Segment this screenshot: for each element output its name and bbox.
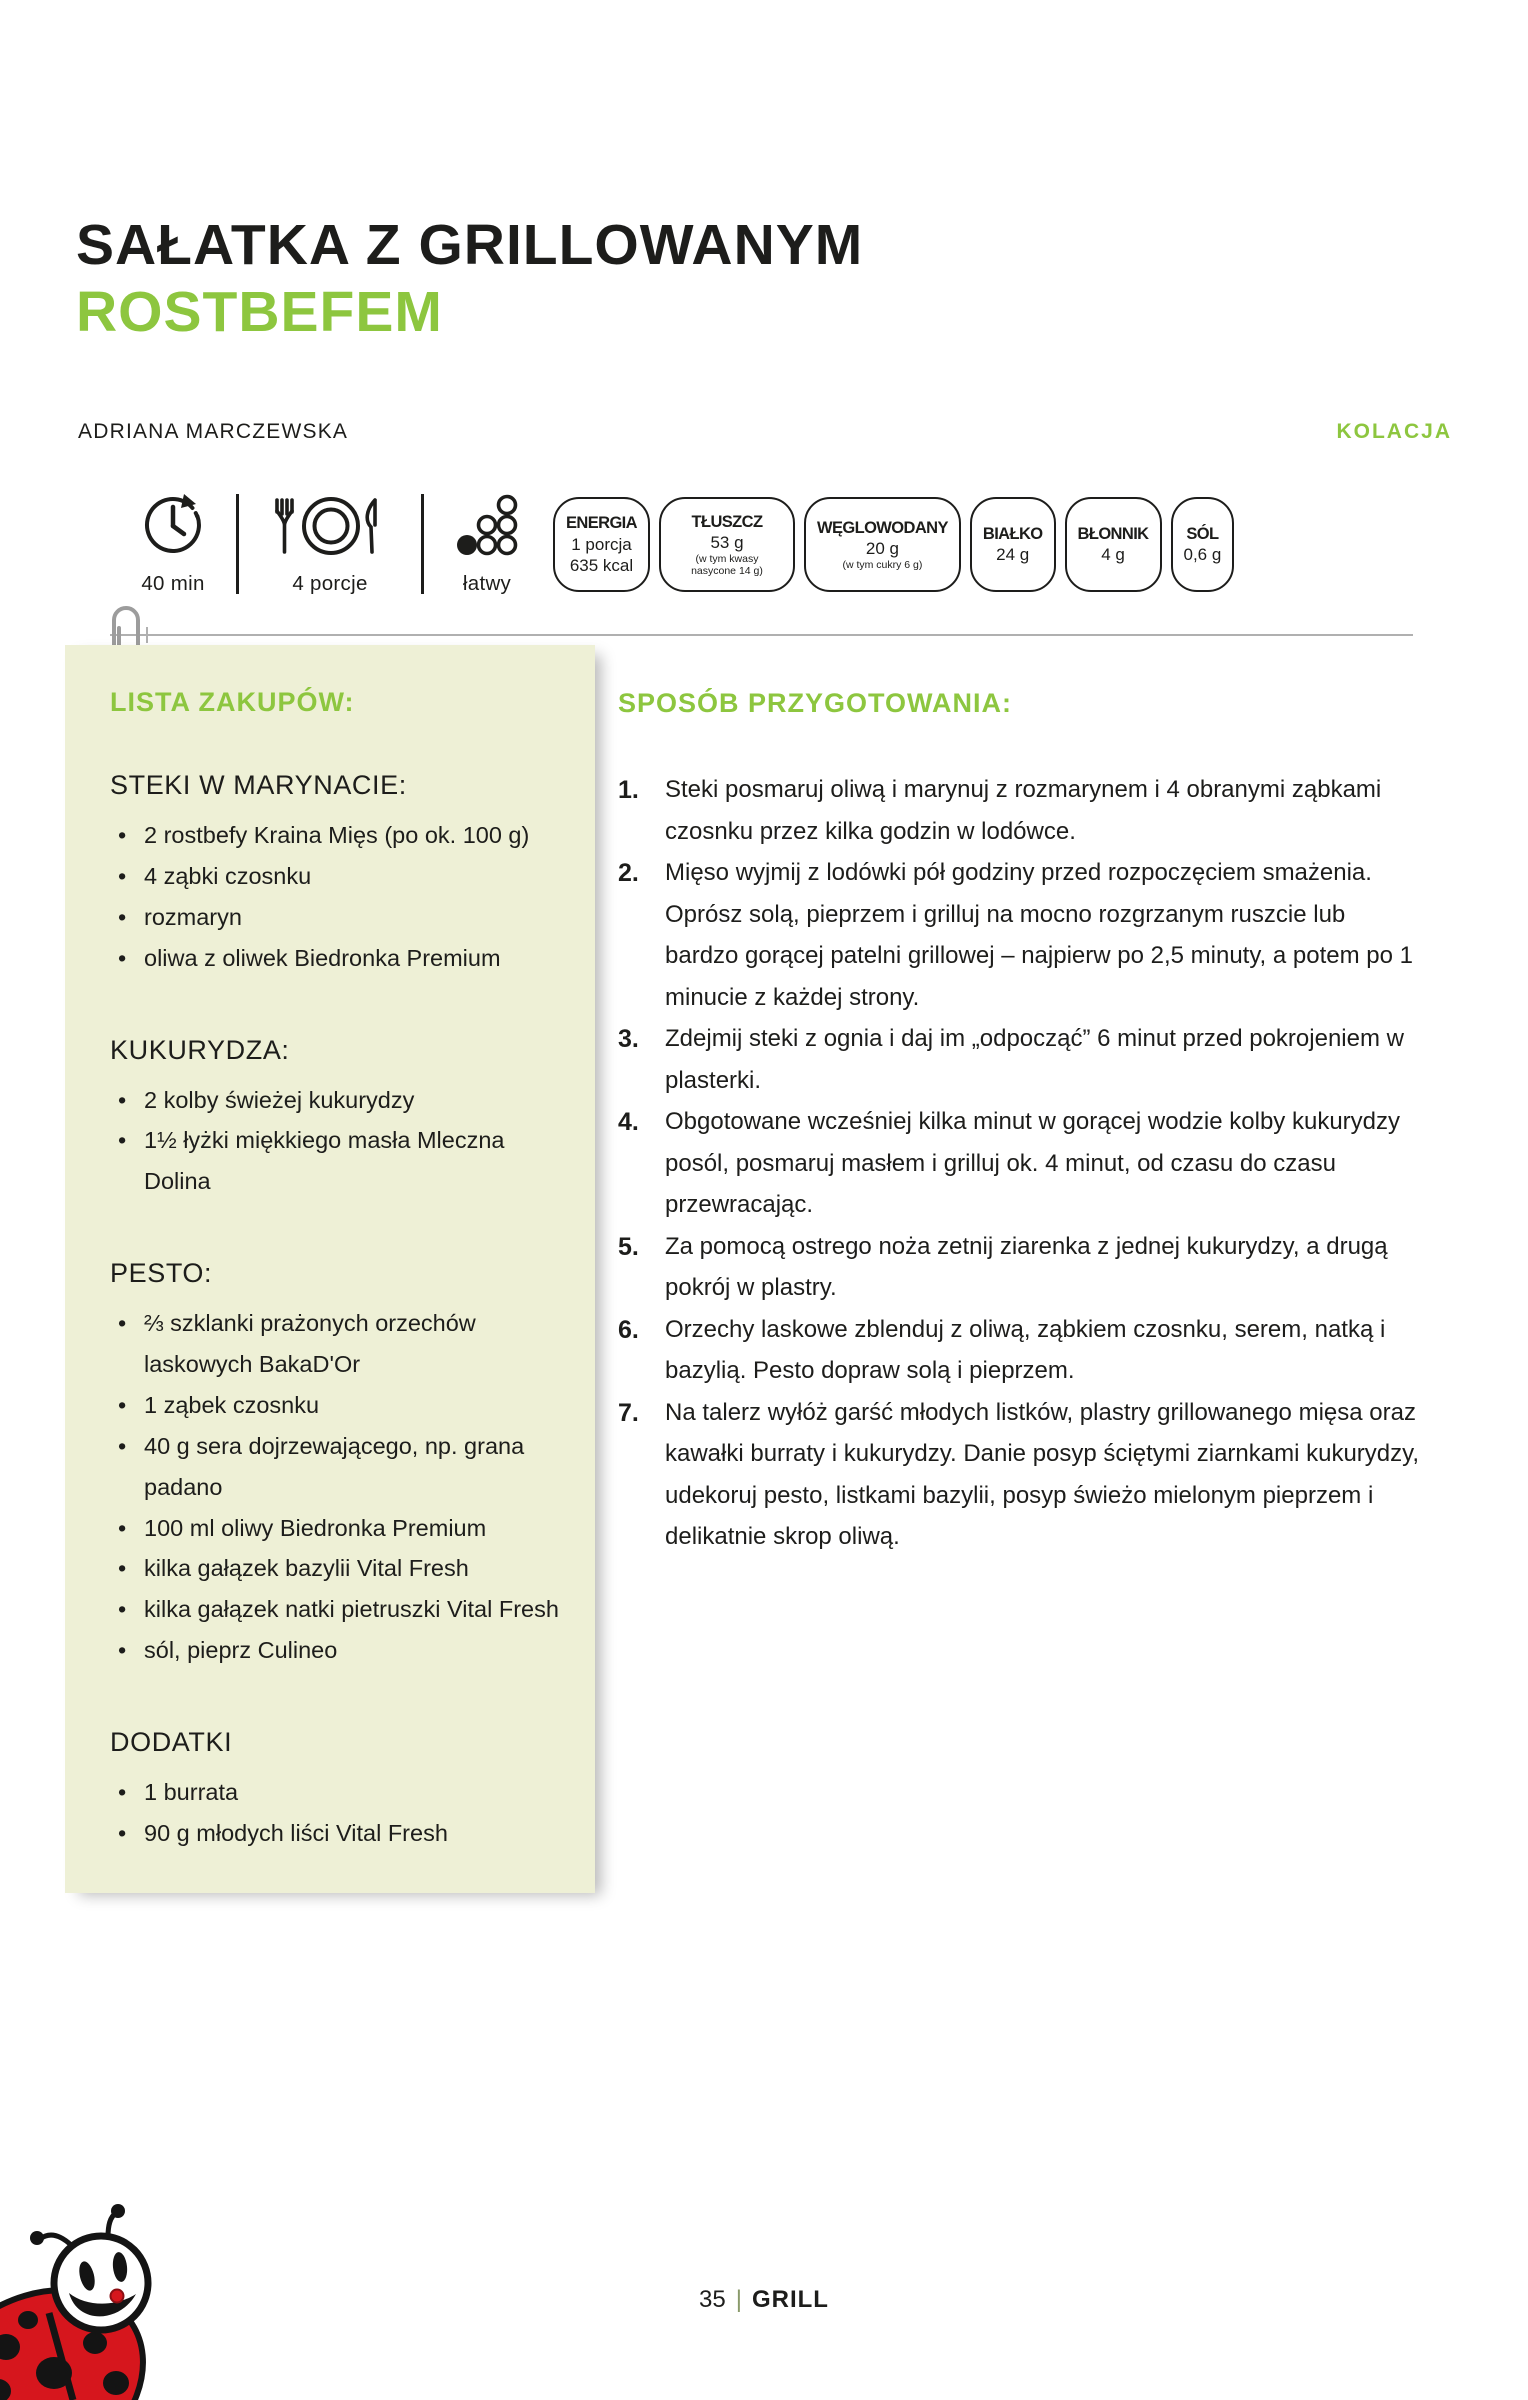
- nutrition-value: 4 g: [1101, 545, 1125, 565]
- shopping-item: • kilka gałązek natki pietruszki Vital Fresh: [110, 1589, 571, 1630]
- nutrition-badges: [553, 497, 1234, 592]
- page-footer: [0, 2286, 1528, 2314]
- nutrition-values: [1184, 544, 1222, 565]
- preparation-step: Za pomocą ostrego noża zetnij ziarenka z jednej kukurydzy, a drugą pokrój w plastry.: [665, 1232, 1388, 1302]
- shopping-group: [110, 1035, 571, 1203]
- shopping-item: • 2 rostbefy Kraina Mięs (po ok. 100 g): [110, 815, 571, 856]
- nutrition-note: (w tym kwasy nasycone 14 g): [691, 553, 763, 578]
- divider-line: [110, 634, 1413, 636]
- nutrition-badge: [970, 497, 1056, 592]
- title-line-2: ROSTBEFEM: [76, 280, 443, 345]
- nutrition-name: BIAŁKO: [982, 524, 1043, 543]
- nutrition-name: WĘGLOWODANY: [816, 518, 948, 537]
- preparation-step: Mięso wyjmij z lodówki pół godziny przed rozpoczęciem smażenia. Oprósz solą, pieprzem i grilluj na mocno rozgrzanym ruszcie lub bardzo gorącej patelni grillowej – najpierw po 2,5 minuty, a potem po 1 minucie z każdej strony.: [665, 859, 1413, 1011]
- shopping-items: [110, 1303, 571, 1671]
- page-title: [76, 212, 863, 347]
- shopping-list-heading: LISTA ZAKUPÓW:: [110, 687, 355, 717]
- portions-meta: [269, 492, 391, 596]
- meta-row: [140, 492, 520, 596]
- portions-label: 4 porcje: [292, 572, 368, 595]
- plate-cutlery-icon: [269, 492, 391, 560]
- nutrition-badge: [1065, 497, 1162, 592]
- difficulty-label: łatwy: [462, 572, 512, 595]
- shopping-group: [110, 1727, 571, 1854]
- time-label: 40 min: [141, 572, 205, 595]
- nutrition-values: [842, 538, 922, 571]
- nutrition-badge: [1171, 497, 1235, 592]
- preparation-step: Orzechy laskowe zblenduj z oliwą, ząbkiem czosnku, serem, natką i bazylią. Pesto dopraw solą i pieprzem.: [665, 1315, 1386, 1385]
- shopping-item: • rozmaryn: [110, 897, 571, 938]
- preparation-heading: SPOSÓB PRZYGOTOWANIA:: [618, 688, 1013, 718]
- clock-icon: [140, 492, 206, 560]
- shopping-item: • 40 g sera dojrzewającego, np. grana padano: [110, 1426, 571, 1508]
- preparation-steps: [618, 769, 1424, 1558]
- shopping-groups: [110, 770, 571, 1854]
- shopping-list-card: [65, 645, 595, 1893]
- nutrition-values: [672, 532, 782, 577]
- shopping-item: • 1 ząbek czosnku: [110, 1385, 571, 1426]
- nutrition-values: [1101, 544, 1125, 565]
- nutrition-badge: [553, 497, 650, 592]
- footer-section: GRILL: [751, 2286, 829, 2313]
- nutrition-value: 1 porcja: [571, 534, 632, 554]
- shopping-group-title: DODATKI: [110, 1727, 233, 1757]
- preparation-step: Obgotowane wcześniej kilka minut w gorącej wodzie kolby kukurydzy posól, posmaruj masłem i grilluj ok. 4 minut, od czasu do czasu przewracając.: [665, 1108, 1400, 1219]
- shopping-item: • ⅔ szklanki prażonych orzechów laskowych BakaD'Or: [110, 1303, 571, 1385]
- difficulty-meta: [454, 492, 520, 596]
- page-number: 35: [699, 2286, 726, 2313]
- ladybug-logo: [0, 2193, 220, 2400]
- shopping-item: • 1½ łyżki miękkiego masła Mleczna Dolina: [110, 1120, 571, 1202]
- author-name: ADRIANA MARCZEWSKA: [78, 420, 349, 443]
- title-line-1: SAŁATKA Z GRILLOWANYM: [76, 213, 864, 277]
- footer-separator: |: [735, 2286, 742, 2313]
- preparation-step: Na talerz wyłóż garść młodych listków, plastry grillowanego mięsa oraz kawałki burraty i kukurydzy. Danie posyp ściętymi ziarnkami kukurydzy, udekoruj pesto, listkami bazylii, posyp świeżo mielonym pieprzem i delikatnie skrop oliwą.: [665, 1398, 1420, 1551]
- shopping-item: • 4 ząbki czosnku: [110, 856, 571, 897]
- shopping-group: [110, 770, 571, 979]
- nutrition-value: 53 g: [710, 533, 744, 553]
- shopping-items: [110, 815, 571, 979]
- nutrition-value: 0,6 g: [1183, 545, 1222, 565]
- preparation-section: [618, 688, 1424, 1558]
- shopping-group-title: STEKI W MARYNACIE:: [110, 770, 407, 800]
- nutrition-name: SÓL: [1186, 524, 1219, 543]
- nutrition-badge: [659, 497, 795, 592]
- shopping-items: [110, 1772, 571, 1854]
- nutrition-name: ENERGIA: [566, 513, 637, 532]
- nutrition-value: 24 g: [996, 545, 1030, 565]
- nutrition-badge: [804, 497, 961, 592]
- shopping-item: • 2 kolby świeżej kukurydzy: [110, 1080, 571, 1121]
- nutrition-value: 20 g: [865, 539, 899, 559]
- shopping-group: [110, 1258, 571, 1671]
- shopping-items: [110, 1080, 571, 1203]
- shopping-group-title: KUKURYDZA:: [110, 1034, 290, 1065]
- nutrition-name: TŁUSZCZ: [691, 512, 763, 531]
- nutrition-value: 635 kcal: [569, 555, 634, 575]
- shopping-group-title: PESTO:: [110, 1258, 213, 1289]
- shopping-item: • 100 ml oliwy Biedronka Premium: [110, 1508, 571, 1549]
- shopping-item: • oliwa z oliwek Biedronka Premium: [110, 938, 571, 979]
- category-label: KOLACJA: [1336, 420, 1452, 443]
- shopping-item: • 90 g młodych liści Vital Fresh: [110, 1813, 571, 1854]
- nutrition-values: [996, 544, 1029, 565]
- nutrition-name: BŁONNIK: [1077, 524, 1149, 543]
- difficulty-dots-icon: [454, 492, 520, 558]
- preparation-step: Zdejmij steki z ognia i daj im „odpocząć” 6 minut przed pokrojeniem w plasterki.: [665, 1025, 1404, 1094]
- divider: [421, 494, 424, 594]
- nutrition-values: [570, 534, 633, 577]
- shopping-item: • sól, pieprz Culineo: [110, 1630, 571, 1671]
- nutrition-note: (w tym cukry 6 g): [842, 559, 923, 572]
- shopping-item: • kilka gałązek bazylii Vital Fresh: [110, 1548, 571, 1589]
- divider: [236, 494, 239, 594]
- preparation-step: Steki posmaruj oliwą i marynuj z rozmarynem i 4 obranymi ząbkami czosnku przez kilka godzin w lodówce.: [665, 776, 1382, 845]
- time-meta: [140, 492, 206, 596]
- shopping-item: • 1 burrata: [110, 1772, 571, 1813]
